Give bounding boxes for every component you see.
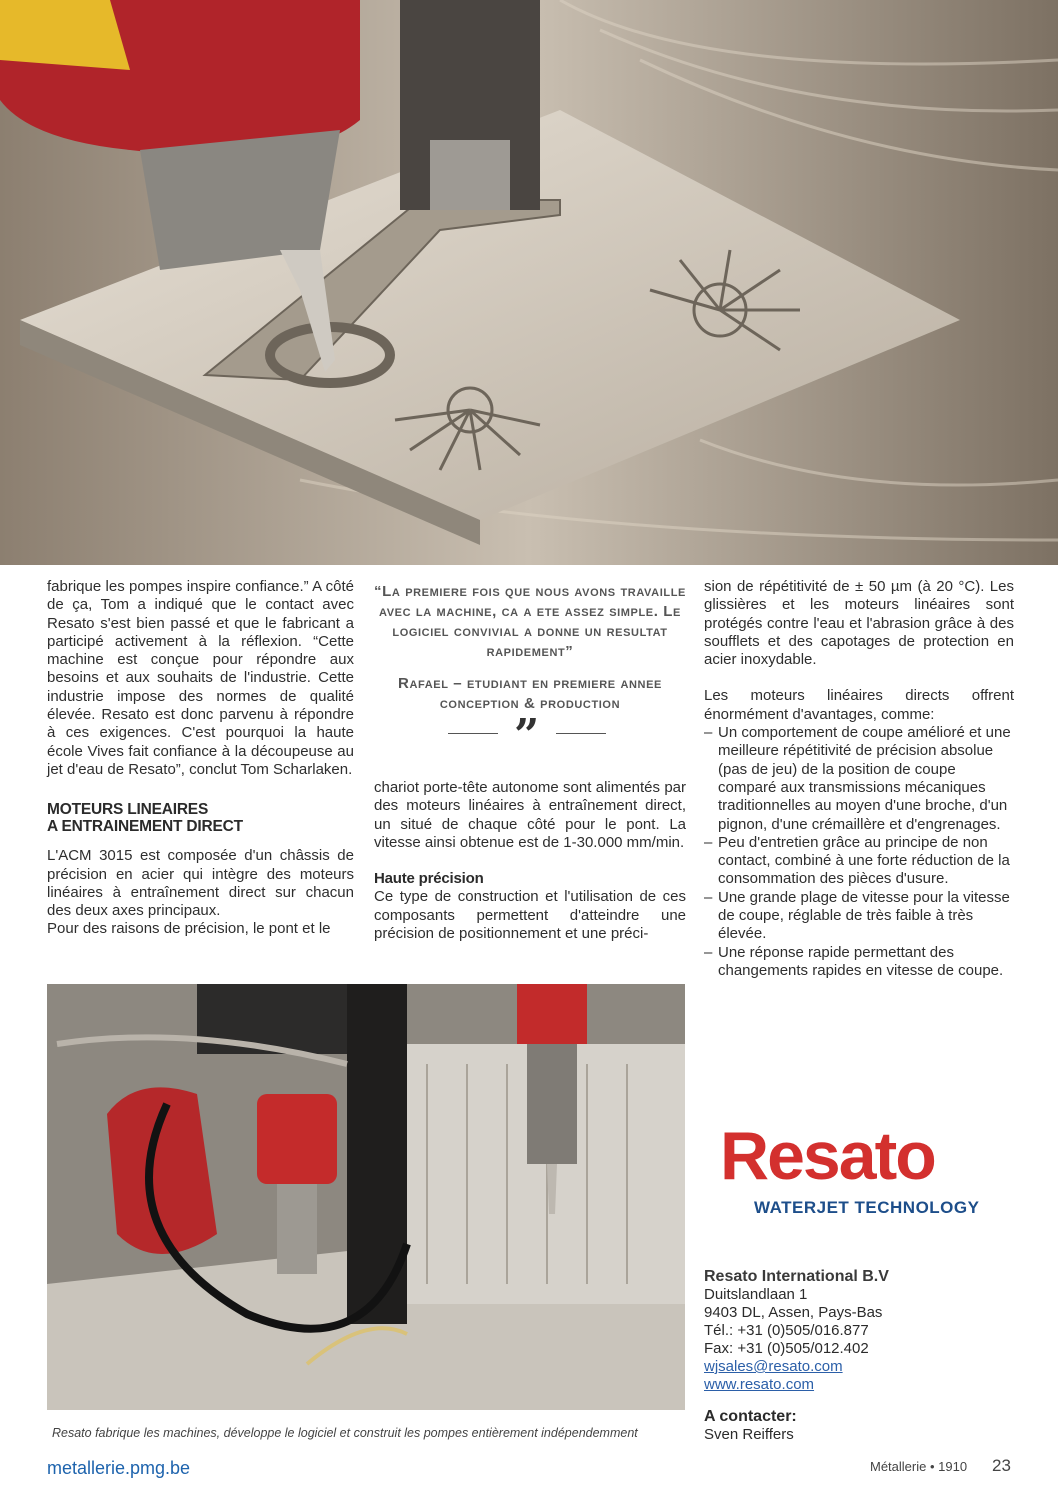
- advantages-list: [704, 724, 1014, 980]
- waterjet-machine-illustration: [47, 984, 685, 1410]
- col2-paragraph-1: chariot porte-tête autonome sont alimentés par des moteurs linéaires à entraînement direct, un situé de chaque côté pour le pont. La vitesse ainsi obtenue est de 1-30.000 mm/min.: [374, 779, 686, 851]
- contact-label: A contacter:: [704, 1408, 797, 1425]
- address-street: Duitslandlaan 1: [704, 1286, 808, 1303]
- page-number: 23: [992, 1456, 1011, 1475]
- email-link[interactable]: wjsales@resato.com: [704, 1358, 843, 1375]
- subheading-haute-precision: Haute précision: [374, 870, 484, 888]
- col1-paragraph-1: fabrique les pompes inspire confiance.” A côté de ça, Tom a indiqué que le contact avec Resato s'est bien passé et que le fabricant a participé activement à la réflexion. “Cette machine est conçue pour répondre aux besoins et aux souhaits de l'industrie. Cette industrie impose des normes de qualité élevée. Resato est donc parvenu à répondre à ces exigences. C'est pourquoi la haute école Vives fait confiance à la découpeuse au jet d'eau de Resato”, conclut Tom Scharlaken.: [47, 578, 354, 778]
- website-link[interactable]: www.resato.com: [704, 1376, 815, 1393]
- phone-number: Tél.: +31 (0)505/016.877: [704, 1322, 869, 1339]
- photo-caption: Resato fabrique les machines, développe le logiciel et construit les pompes entièrement indépendemment: [52, 1426, 638, 1440]
- col3-paragraph-1: sion de répétitivité de ± 50 µm (à 20 °C). Les glissières et les moteurs linéaires sont protégés contre l'eau et l'abrasion grâce à des soufflets et des capotages de protection en acier inoxydable.: [704, 578, 1014, 669]
- list-item: – Peu d'entretien grâce au principe de non contact, combiné à une forte réduction de la consommation des pièces d'usure.: [704, 834, 1014, 889]
- contact-block: [704, 1268, 1004, 1444]
- col1-paragraph-3: Pour des raisons de précision, le pont et le: [47, 920, 331, 938]
- list-item: – Une grande plage de vitesse pour la vitesse de coupe, réglable de très faible à très élevée.: [704, 889, 1014, 944]
- col2-paragraph-2: Ce type de construction et l'utilisation de ces composants permettent d'atteindre une précision de positionnement et une préci-: [374, 888, 686, 943]
- logo-tagline: WATERJET TECHNOLOGY: [754, 1198, 980, 1217]
- closing-quote-icon: ”: [514, 710, 540, 761]
- contact-person: Sven Reiffers: [704, 1426, 794, 1443]
- pull-quote: [374, 582, 686, 714]
- quote-mark-divider: [448, 710, 608, 761]
- resato-logo: [720, 1120, 980, 1230]
- divider-line-right: [556, 733, 606, 734]
- col3-paragraph-2: Les moteurs linéaires directs offrent énormément d'avantages, comme:: [704, 687, 1014, 723]
- pull-quote-author-line-1: Rafael – etudiant en premiere annee: [398, 675, 662, 692]
- column-2: [374, 779, 686, 943]
- column-1: [47, 578, 354, 939]
- col1-paragraph-2: L'ACM 3015 est composée d'un châssis de précision en acier qui intègre des moteurs linéaires à entraînement direct sur chacun des deux axes principaux.: [47, 847, 354, 920]
- section-heading-line-1: MOTEURS LINEAIRES: [47, 801, 209, 819]
- waterjet-machine-photo: [47, 984, 685, 1410]
- section-heading-line-2: A ENTRAINEMENT DIRECT: [47, 818, 243, 836]
- address-city: 9403 DL, Assen, Pays-Bas: [704, 1304, 883, 1321]
- divider-line-left: [448, 733, 498, 734]
- list-item: – Un comportement de coupe amélioré et une meilleure répétitivité de précision absolue (pas de jeu) de la position de coupe comparé aux transmissions mécaniques traditionnelles au moyen d'une broche, d'un pignon, d'une crémaillère et d'engrenages.: [704, 724, 1014, 834]
- company-name: Resato International B.V: [704, 1268, 889, 1285]
- logo-wordmark: Resato: [720, 1118, 935, 1194]
- fax-number: Fax: +31 (0)505/012.402: [704, 1340, 869, 1357]
- list-item: – Une réponse rapide permettant des changements rapides en vitesse de coupe.: [704, 944, 1014, 981]
- footer-website[interactable]: metallerie.pmg.be: [47, 1458, 191, 1478]
- waterjet-cutting-photo: [0, 0, 1058, 565]
- column-3: [704, 578, 1014, 980]
- footer-issue: Métallerie • 1910: [870, 1459, 968, 1474]
- waterjet-cutting-illustration: [0, 0, 1058, 565]
- pull-quote-author-line-2: conception & production: [439, 695, 621, 712]
- pull-quote-text: “La premiere fois que nous avons travaille avec la machine, ca a ete assez simple. Le logiciel convivial a donne un resultat rapidement”: [374, 583, 686, 660]
